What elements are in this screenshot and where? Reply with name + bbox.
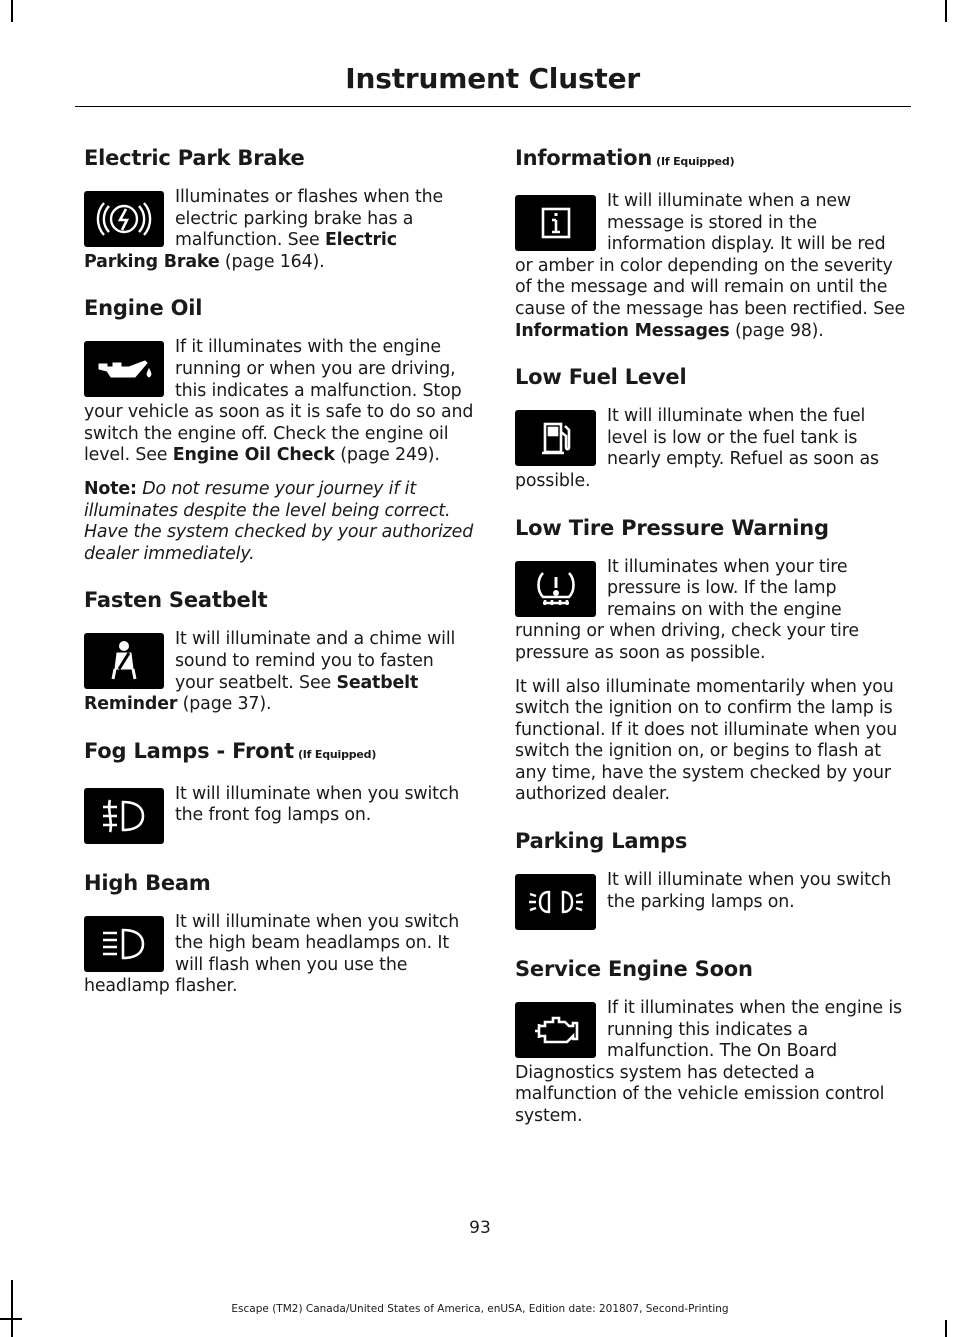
section-low-fuel-level [515,364,907,492]
section-title: Fog Lamps - Front (If Equipped) [84,738,377,763]
seatbelt-icon [84,633,164,689]
tire-pressure-icon [515,561,596,617]
section-title: Service Engine Soon [515,957,753,982]
section-title: Low Tire Pressure Warning [515,515,829,540]
engine-oil-icon [84,341,164,397]
section-information [515,145,907,342]
page-title: Instrument Cluster [345,62,640,95]
section-extra-text: It will also illuminate momentarily when you switch the ignition on to confirm the lamp is functional. If it does not illuminate when you switch the ignition on, or begins to flash at any time, have the system checked by your authorized dealer. [515,676,898,805]
page-reference-link[interactable]: Information Messages [515,320,730,341]
fuel-pump-icon [515,410,596,466]
parking-lamps-icon [515,874,596,930]
section-text: It will illuminate when you switch the front fog lamps on. [175,783,460,826]
section-fasten-seatbelt [84,587,474,715]
section-title: Electric Park Brake [84,146,305,170]
electric-park-brake-icon [84,191,164,247]
section-text: Illuminates or flashes when the electric parking brake has a malfunction. See Electric Parking Brake (page 164). [84,187,444,272]
section-parking-lamps [515,828,907,934]
page-number: 93 [469,1218,491,1238]
crop-mark [0,1318,22,1320]
section-text: It illuminates when your tire pressure is low. If the lamp remains on with the engine running or when driving, check your tire pressure as soon as possible. [515,556,859,663]
section-text: It will illuminate when you switch the parking lamps on. [607,870,892,912]
note-text: Note: Do not resume your journey if it illuminates despite the level being correct. Have the system checked by your authorized dealer immediately. [84,478,474,564]
section-text: It will illuminate when a new message is stored in the information display. It will be red or amber in color depending on the severity of the message and will remain on until the cause of the message has been rectified. See Information Messages (page 98). [515,191,906,341]
check-engine-icon [515,1002,596,1058]
section-high-beam [84,870,474,998]
section-electric-park-brake [84,145,474,273]
crop-mark [945,0,947,22]
section-title: Fasten Seatbelt [84,588,268,613]
section-engine-oil [84,295,474,565]
crop-mark [945,1320,947,1337]
front-fog-lamp-icon [84,788,164,844]
header-rule [75,106,911,107]
footer-edition-text: Escape (TM2) Canada/United States of America, enUSA, Edition date: 201807, Second-Printing [231,1303,729,1315]
section-service-engine-soon [515,956,907,1128]
section-text: It will illuminate when you switch the high beam headlamps on. It will flash when you use the headlamp flasher. [84,911,460,997]
section-title: Information (If Equipped) [515,146,735,170]
section-text: It will illuminate when the fuel level is low or the fuel tank is nearly empty. Refuel as soon as possible. [515,406,879,491]
section-title: Engine Oil [84,296,203,321]
section-text: If it illuminates with the engine running or when you are driving, this indicates a malfunction. Stop your vehicle as soon as it is safe to do so and switch the engine off. Check the engine oil level. See Engine Oil Check (page 249). [84,337,474,466]
crop-mark [11,0,13,22]
section-title: Parking Lamps [515,829,688,854]
section-low-tire-pressure [515,515,907,807]
section-text: It will illuminate and a chime will sound to remind you to fasten your seatbelt. See Seatbelt Reminder (page 37). [84,629,456,715]
information-icon [515,195,596,251]
left-column [84,145,474,1020]
right-column [515,145,907,1150]
page-reference-link[interactable]: Seatbelt Reminder [84,672,419,715]
section-text: If it illuminates when the engine is running this indicates a malfunction. The On Board Diagnostics system has detected a malfunction of the vehicle emission control system. [515,998,902,1127]
page-reference-link[interactable]: Electric Parking Brake [84,230,397,272]
section-title: High Beam [84,870,211,895]
section-title: Low Fuel Level [515,365,687,390]
high-beam-icon [84,916,164,972]
page-reference-link[interactable]: Engine Oil Check [172,445,335,466]
section-fog-lamps-front [84,738,474,848]
